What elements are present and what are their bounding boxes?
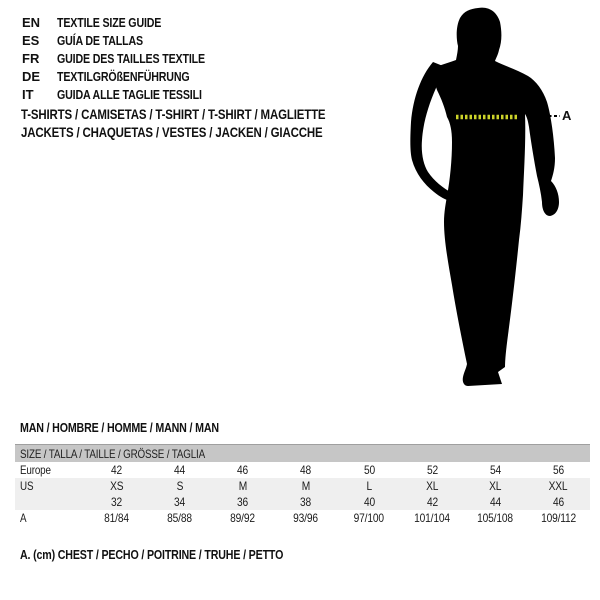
cell: L <box>338 478 401 494</box>
language-code: EN <box>22 14 41 30</box>
cell: 85/88 <box>167 511 193 525</box>
cell: M <box>211 478 274 494</box>
cell: XS <box>85 478 148 494</box>
cell: XXL <box>527 478 590 494</box>
cell: 46 <box>527 494 590 510</box>
language-label: GUÍA DE TALLAS <box>57 32 143 48</box>
cell: 44 <box>464 494 527 510</box>
cell: 38 <box>274 494 337 510</box>
row-label: US <box>15 478 85 494</box>
table-row-chest-a <box>15 510 590 526</box>
cell: M <box>274 478 337 494</box>
language-code: FR <box>22 50 40 66</box>
cell: 42 <box>111 463 123 477</box>
section-title: MAN / HOMBRE / HOMME / MANN / MAN <box>20 420 219 435</box>
language-label: TEXTILGRÖßENFÜHRUNG <box>57 68 190 84</box>
language-code: IT <box>22 86 34 102</box>
table-row-us-numeric <box>15 494 590 510</box>
cell: 52 <box>426 463 438 477</box>
language-code: ES <box>22 32 40 48</box>
cell: 54 <box>489 463 501 477</box>
cell: 101/104 <box>414 511 451 525</box>
cell: 56 <box>552 463 564 477</box>
cell: 50 <box>363 463 375 477</box>
cell: S <box>148 478 211 494</box>
table-row-europe <box>15 462 590 478</box>
cell: 32 <box>85 494 148 510</box>
size-table-header-row <box>15 445 590 463</box>
row-label: A <box>20 511 27 525</box>
cell: 36 <box>211 494 274 510</box>
cell: 48 <box>300 463 312 477</box>
cell: 44 <box>174 463 186 477</box>
cell: 40 <box>338 494 401 510</box>
cell: 109/112 <box>540 511 576 525</box>
cell: 97/100 <box>353 511 385 525</box>
cell: 93/96 <box>293 511 319 525</box>
language-label: GUIDE DES TAILLES TEXTILE <box>57 50 205 66</box>
category-jackets: JACKETS / CHAQUETAS / VESTES / JACKEN / GIACCHE <box>21 124 323 140</box>
cell: 105/108 <box>477 511 514 525</box>
cell: 34 <box>148 494 211 510</box>
row-label <box>15 494 85 510</box>
cell: XL <box>401 478 464 494</box>
row-label: Europe <box>20 463 51 477</box>
size-table <box>15 444 590 526</box>
language-label: TEXTILE SIZE GUIDE <box>57 14 162 30</box>
size-table-header: SIZE / TALLA / TAILLE / GRÖSSE / TAGLIA <box>20 446 206 461</box>
language-code: DE <box>22 68 41 84</box>
cell: 81/84 <box>104 511 129 525</box>
language-label: GUIDA ALLE TAGLIE TESSILI <box>57 86 202 102</box>
cell: 42 <box>401 494 464 510</box>
cell: XL <box>464 478 527 494</box>
measurement-footnote: A. (cm) CHEST / PECHO / POITRINE / TRUHE / PETTO <box>20 547 284 562</box>
table-row-us <box>15 478 590 494</box>
measure-label-a: A <box>562 108 572 123</box>
cell: 46 <box>237 463 249 477</box>
category-tshirts: T-SHIRTS / CAMISETAS / T-SHIRT / T-SHIRT / MAGLIETTE <box>21 106 326 122</box>
cell: 89/92 <box>230 511 256 525</box>
